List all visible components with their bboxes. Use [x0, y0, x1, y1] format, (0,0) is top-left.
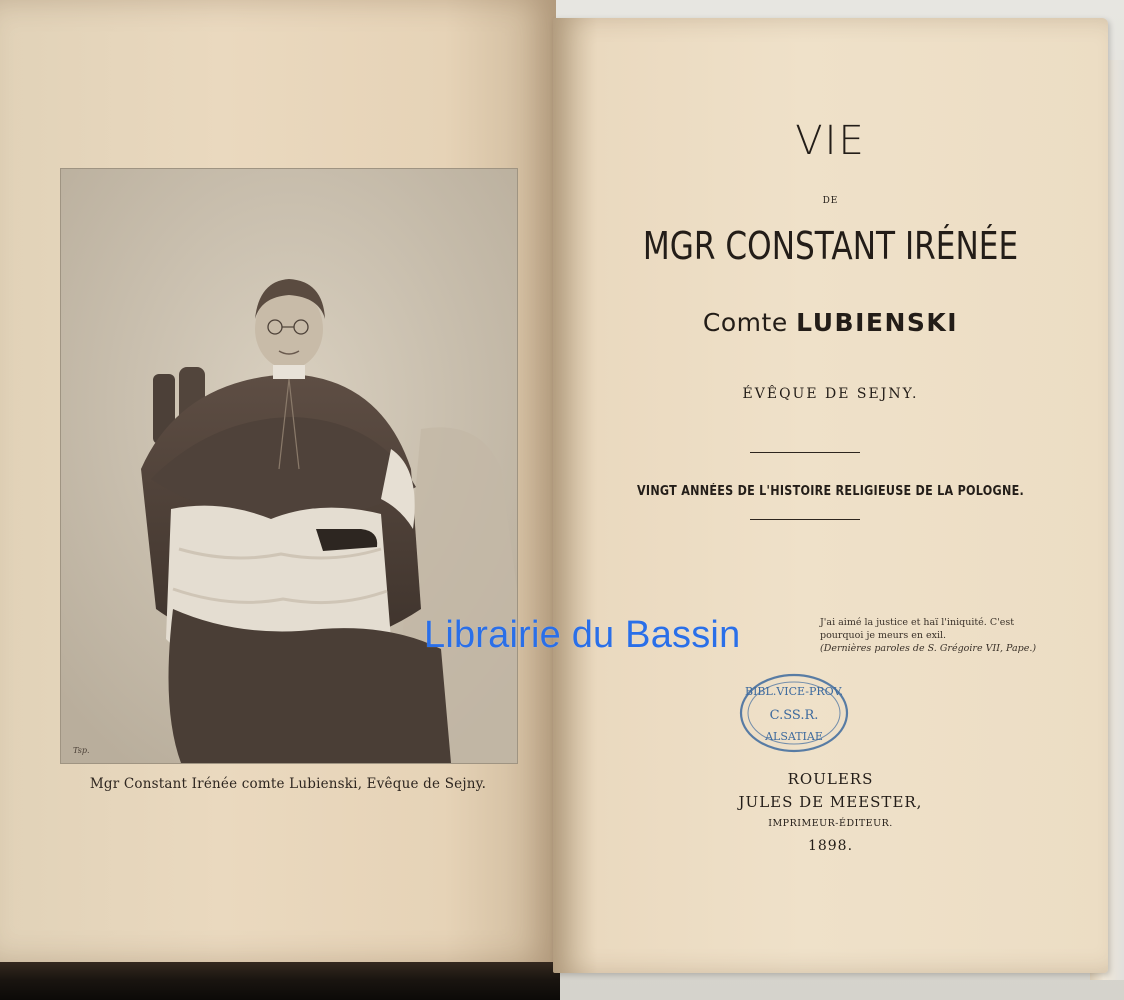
epigraph-line-1: J'ai aimé la justice et haï l'iniquité. C'est	[820, 617, 1015, 628]
epigraph	[820, 616, 1037, 655]
title-eveque: ÉVÊQUE DE SEJNY.	[742, 386, 919, 402]
publisher-role: IMPRIMEUR-ÉDITEUR.	[768, 818, 893, 829]
watermark: Librairie du Bassin	[424, 614, 741, 656]
title-comte-word: Comte	[702, 308, 788, 337]
stamp-bottom-text: ALSATIAE	[765, 730, 823, 743]
epigraph-line-2: pourquoi je meurs en exil.	[820, 630, 947, 641]
title-main: MGR CONSTANT IRÉNÉE	[642, 224, 1019, 268]
publication-year: 1898.	[807, 838, 854, 854]
divider-rule-top	[750, 452, 860, 453]
epigraph-attribution: (Dernières paroles de S. Grégoire VII, Pape.)	[820, 643, 1037, 654]
svg-text:Tsp.: Tsp.	[73, 746, 90, 755]
title-comte	[553, 308, 1108, 337]
stamp-top-text: BIBL.VICE-PROV.	[745, 685, 843, 698]
publisher-city: ROULERS	[787, 770, 874, 788]
frontispiece-portrait	[60, 168, 518, 764]
portrait-photograph	[61, 169, 517, 763]
library-stamp	[738, 672, 850, 754]
title-de: DE	[822, 196, 839, 206]
left-page	[0, 0, 556, 962]
title-surname: LUBIENSKI	[796, 308, 959, 337]
divider-rule-bottom	[750, 519, 860, 520]
stamp-middle-text: C.SS.R.	[769, 708, 819, 723]
photo-caption: Mgr Constant Irénée comte Lubienski, Evêque de Sejny.	[89, 776, 487, 792]
publisher-name: JULES DE MEESTER,	[738, 793, 923, 811]
subtitle: VINGT ANNÉES DE L'HISTOIRE RELIGIEUSE DE LA POLOGNE.	[636, 484, 1024, 499]
title-vie: VIE	[795, 118, 866, 164]
